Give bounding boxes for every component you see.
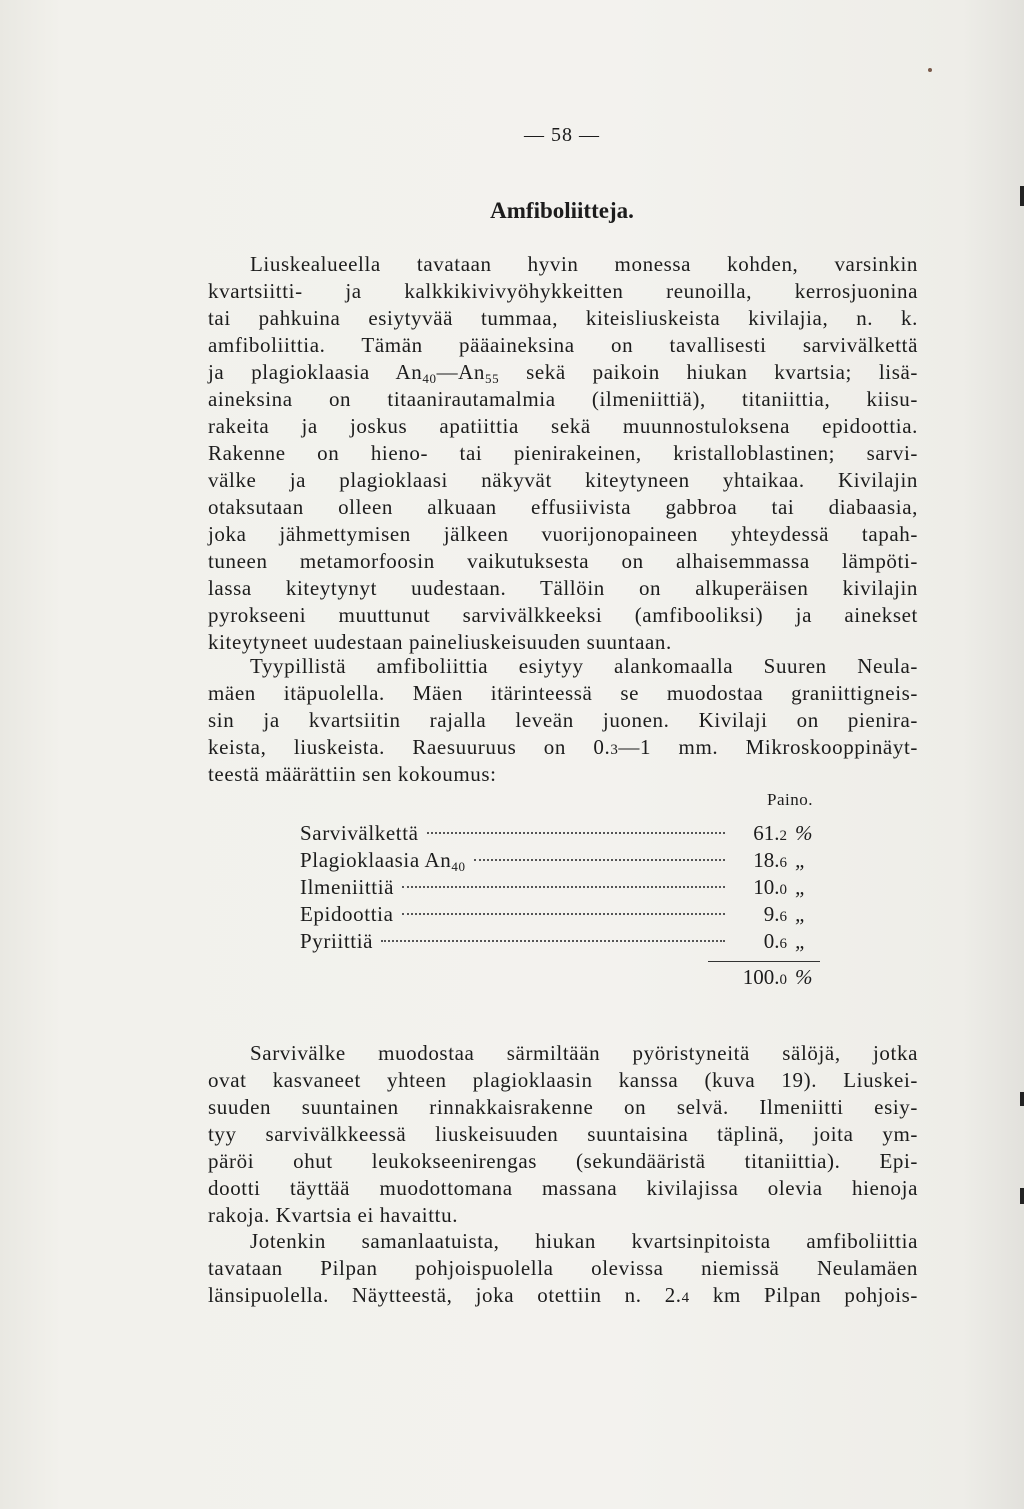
text-line: mäen itäpuolella. Mäen itärinteessä se muodostaa graniittigneis- xyxy=(208,681,918,705)
text-line: tavataan Pilpan pohjoispuolella olevissa niemissä Neulamäen xyxy=(208,1256,918,1280)
small-digit: 4 xyxy=(681,1290,690,1306)
value-unit: „ xyxy=(795,848,807,872)
value-dec: 6 xyxy=(779,855,787,871)
paper-speck xyxy=(928,68,932,72)
value-dec: 6 xyxy=(779,909,787,925)
text-fragment: ja plagioklaasia An xyxy=(208,360,423,384)
composition-row xyxy=(300,847,825,874)
text-line: päröi ohut leukokseenirengas (sekundääristä titaniittia). Epi- xyxy=(208,1149,918,1173)
text-line: Jotenkin samanlaatuista, hiukan kvartsinpitoista amfiboliittia xyxy=(250,1229,918,1253)
text-line: Liuskealueella tavataan hyvin monessa kohden, varsinkin xyxy=(250,252,918,276)
text-line: pyrokseeni muuttunut sarvivälkkeeksi (amfibooliksi) ja ainekset xyxy=(208,603,918,627)
composition-row xyxy=(300,928,825,955)
text-line xyxy=(208,359,918,386)
mineral-value xyxy=(735,847,787,877)
text-line xyxy=(208,1282,918,1309)
value-dec: 6 xyxy=(779,936,787,952)
value-int: 61. xyxy=(753,821,780,845)
text-line: rakeita ja joskus apatiittia sekä muunnostuloksena epidoottia. xyxy=(208,414,918,438)
page-edge-mark xyxy=(1020,1188,1024,1204)
leader-dots xyxy=(402,886,725,888)
text-line: suuden suuntainen rinnakkaisrakenne on selvä. Ilmeniitti esiy- xyxy=(208,1095,918,1119)
text-fragment: —1 mm. Mikroskooppinäyt- xyxy=(618,735,918,759)
text-line: otaksutaan olleen alkuaan effusiivista gabbroa tai diabaasia, xyxy=(208,495,918,519)
page-number: — 58 — xyxy=(524,124,600,146)
text-line: Tyypillistä amfiboliittia esiytyy alankomaalla Suuren Neula- xyxy=(250,654,918,678)
text-line: lassa kiteytynyt uudestaan. Tällöin on alkuperäisen kivilajin xyxy=(208,576,918,600)
leader-dots xyxy=(402,913,726,915)
name-text: Plagioklaasia An xyxy=(300,848,452,872)
value-unit: „ xyxy=(795,875,807,899)
text-line: dootti täyttää muodottomana massana kivilajissa olevia hienoja xyxy=(208,1176,918,1200)
mineral-value xyxy=(735,820,787,850)
mineral-value xyxy=(735,874,787,904)
text-line: Sarvivälke muodostaa särmiltään pyöristyneitä sälöjä, jotka xyxy=(250,1041,918,1065)
small-digit: 3 xyxy=(610,742,619,758)
composition-row xyxy=(300,820,825,847)
composition-table xyxy=(300,790,825,992)
text-line: kiteytyneet uudestaan paineliuskeisuuden suuntaan. xyxy=(208,630,672,654)
text-line: Rakenne on hieno- tai pienirakeinen, kristalloblastinen; sarvi- xyxy=(208,441,918,465)
value-int: 100. xyxy=(742,965,780,989)
value-unit: % xyxy=(795,821,813,845)
text-line xyxy=(208,734,918,761)
mineral-name: Epidoottia xyxy=(300,902,394,926)
text-line: tuneen metamorfoosin vaikutuksesta on alhaisemmassa lämpöti- xyxy=(208,549,918,573)
value-dec: 0 xyxy=(779,972,787,988)
text-line: tyy sarvivälkkeessä liuskeisuuden suuntaisina täplinä, joita ym- xyxy=(208,1122,918,1146)
mineral-name: Ilmeniittiä xyxy=(300,875,395,899)
text-line: välke ja plagioklaasi näkyvät kiteytyneen yhtaikaa. Kivilajin xyxy=(208,468,918,492)
composition-row xyxy=(300,874,825,901)
text-fragment: keista, liuskeista. Raesuuruus on 0. xyxy=(208,735,611,759)
text-line: teestä määrättiin sen kokoumus: xyxy=(208,762,497,786)
value-int: 18. xyxy=(753,848,780,872)
leader-dots xyxy=(474,859,725,861)
value-unit: „ xyxy=(795,902,807,926)
text-line: tai pahkuina esiytyvää tummaa, kiteisliuskeista kivilajia, n. k. xyxy=(208,306,918,330)
text-line: sin ja kvartsiitin rajalla leveän juonen. Kivilaji on pienira- xyxy=(208,708,918,732)
mineral-value xyxy=(735,928,787,958)
text-fragment: länsipuolella. Näytteestä, joka otettiin n. 2. xyxy=(208,1283,682,1307)
mineral-name: Pyriittiä xyxy=(300,929,374,953)
text-fragment: —An xyxy=(436,360,486,384)
total-value xyxy=(727,962,787,992)
leader-dots xyxy=(381,940,725,942)
composition-header: Paino. xyxy=(767,790,813,809)
paragraph-intro xyxy=(208,251,918,656)
value-int: 0. xyxy=(763,929,780,953)
value-dec: 2 xyxy=(779,828,787,844)
subscript: 40 xyxy=(422,371,437,386)
mineral-value xyxy=(735,901,787,931)
value-int: 10. xyxy=(753,875,780,899)
subscript: 40 xyxy=(451,859,466,874)
paragraph-microscopy xyxy=(208,1040,918,1229)
value-unit: % xyxy=(795,965,813,989)
text-fragment: km Pilpan pohjois- xyxy=(712,1283,919,1307)
paragraph-pilppa xyxy=(208,1228,918,1309)
text-line: kvartsiitti- ja kalkkikivivyöhykkeitten reunoilla, kerrosjuonina xyxy=(208,279,918,303)
mineral-name: Sarvivälkettä xyxy=(300,821,419,845)
paragraph-sample xyxy=(208,653,918,788)
leader-dots xyxy=(427,832,725,834)
text-fragment: sekä paikoin hiukan kvartsia; lisä- xyxy=(499,360,918,384)
text-line: ovat kasvaneet yhteen plagioklaasin kanssa (kuva 19). Liuskei- xyxy=(208,1068,918,1092)
value-int: 9. xyxy=(763,902,780,926)
text-line: amfiboliittia. Tämän pääaineksina on tavallisesti sarvivälkettä xyxy=(208,333,918,357)
page-edge-mark xyxy=(1020,1092,1024,1106)
text-line: rakoja. Kvartsia ei havaittu. xyxy=(208,1203,459,1227)
value-unit: „ xyxy=(795,929,807,953)
composition-row xyxy=(300,901,825,928)
text-line: aineksina on titaanirautamalmia (ilmeniittiä), titaniittia, kiisu- xyxy=(208,387,918,411)
section-heading: Amfiboliitteja. xyxy=(490,198,634,223)
subscript: 55 xyxy=(485,371,500,386)
value-dec: 0 xyxy=(779,882,787,898)
text-line: joka jähmettymisen jälkeen vuorijonopaineen yhteydessä tapah- xyxy=(208,522,918,546)
composition-total xyxy=(300,962,825,992)
